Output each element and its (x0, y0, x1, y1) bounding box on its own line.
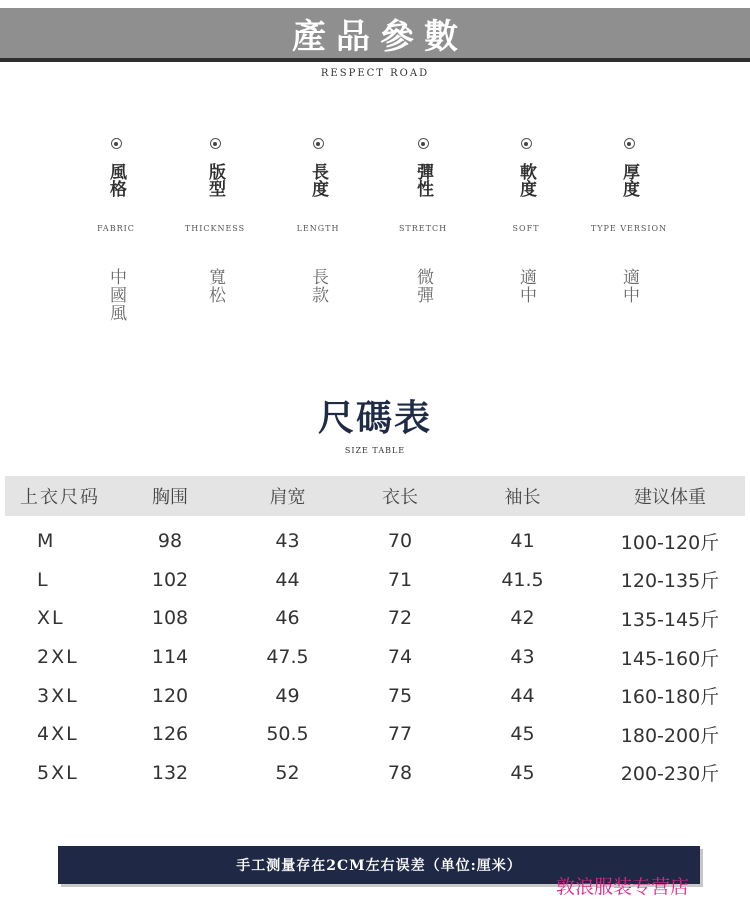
param-en-label: TYPE VERSION (590, 224, 668, 233)
table-cell: 75 (387, 684, 413, 707)
table-row (5, 522, 745, 561)
table-row (5, 599, 745, 638)
table-cell: M (37, 530, 56, 553)
size-table (5, 476, 745, 792)
header-band (0, 8, 750, 58)
radio-dot-icon (111, 138, 122, 149)
table-cell: 42 (510, 607, 535, 630)
page-subtitle: RESPECT ROAD (320, 68, 430, 79)
radio-dot-icon (521, 138, 532, 149)
param-name: 厚度 (619, 163, 639, 197)
table-cell: 50.5 (266, 723, 309, 746)
table-cell: 74 (387, 646, 413, 669)
table-row (5, 715, 745, 754)
table-header-row (5, 476, 745, 516)
param-value: 中國風 (106, 268, 126, 322)
table-cell: 41 (510, 530, 535, 553)
radio-dot-icon (624, 138, 635, 149)
param-en-label: LENGTH (296, 224, 340, 233)
table-row (5, 561, 745, 600)
column-header: 肩宽 (269, 487, 306, 508)
table-row (5, 754, 745, 793)
param-stretch (363, 138, 483, 304)
table-cell: 200-230斤 (620, 763, 720, 786)
table-cell: 49 (275, 684, 300, 707)
table-cell: 72 (387, 607, 413, 630)
param-value: 微彈 (413, 268, 433, 304)
table-cell: 145-160斤 (620, 647, 720, 670)
table-cell: 45 (510, 723, 535, 746)
table-cell: 98 (157, 530, 183, 553)
size-table-title: 尺碼表 (317, 397, 432, 439)
param-value: 適中 (619, 268, 639, 304)
table-cell: 41.5 (501, 568, 544, 591)
column-header: 袖长 (504, 487, 541, 508)
table-cell: 45 (510, 761, 535, 784)
param-en-label: FABRIC (97, 224, 135, 233)
param-softness (466, 138, 586, 304)
param-value: 適中 (516, 268, 536, 304)
measurement-note: 手工测量存在2CM左右误差（单位:厘米） (236, 858, 522, 874)
param-en-label: SOFT (512, 224, 540, 233)
radio-dot-icon (313, 138, 324, 149)
table-cell: 52 (275, 761, 300, 784)
radio-dot-icon (418, 138, 429, 149)
table-row (5, 638, 745, 677)
table-cell: L (37, 568, 50, 591)
table-cell: 108 (151, 607, 189, 630)
param-thickness (569, 138, 689, 304)
table-cell: 4XL (37, 723, 79, 746)
param-name: 版型 (205, 163, 225, 197)
page-title: 產品參數 (292, 16, 468, 57)
table-cell: 2XL (37, 646, 79, 669)
table-cell: XL (37, 607, 65, 630)
table-cell: 5XL (37, 761, 79, 784)
table-cell: 78 (387, 761, 413, 784)
table-cell: 126 (151, 723, 189, 746)
table-cell: 44 (510, 684, 535, 707)
table-cell: 47.5 (266, 646, 309, 669)
radio-dot-icon (210, 138, 221, 149)
param-name: 軟度 (516, 163, 536, 197)
param-value: 長款 (308, 268, 328, 304)
table-cell: 77 (387, 723, 413, 746)
param-name: 長度 (308, 163, 328, 197)
table-cell: 100-120斤 (620, 531, 720, 554)
table-cell: 160-180斤 (620, 686, 720, 709)
param-length (258, 138, 378, 304)
table-cell: 3XL (37, 684, 79, 707)
column-header: 建议体重 (634, 487, 706, 508)
table-cell: 71 (387, 568, 413, 591)
table-row (5, 676, 745, 715)
store-watermark: 敦浪服装专营店 (556, 876, 690, 898)
table-cell: 120 (151, 684, 189, 707)
table-cell: 102 (151, 568, 189, 591)
table-cell: 43 (275, 530, 300, 553)
param-value: 寬松 (205, 268, 225, 304)
param-fit (155, 138, 275, 304)
param-name: 風格 (106, 163, 126, 197)
table-cell: 114 (151, 646, 189, 669)
column-header: 上衣尺码 (20, 487, 100, 508)
param-en-label: THICKNESS (184, 224, 246, 233)
column-header: 胸围 (152, 487, 188, 508)
column-header: 衣长 (382, 487, 418, 508)
param-name: 彈性 (413, 163, 433, 197)
size-table-subtitle: SIZE TABLE (344, 446, 406, 455)
table-cell: 44 (275, 568, 300, 591)
table-cell: 70 (387, 530, 413, 553)
param-en-label: STRETCH (398, 224, 448, 233)
header-divider (0, 58, 750, 62)
table-cell: 180-200斤 (620, 724, 720, 747)
table-cell: 43 (510, 646, 535, 669)
table-cell: 120-135斤 (620, 570, 720, 593)
table-cell: 135-145斤 (620, 608, 720, 631)
table-cell: 132 (151, 761, 189, 784)
table-cell: 46 (275, 607, 300, 630)
